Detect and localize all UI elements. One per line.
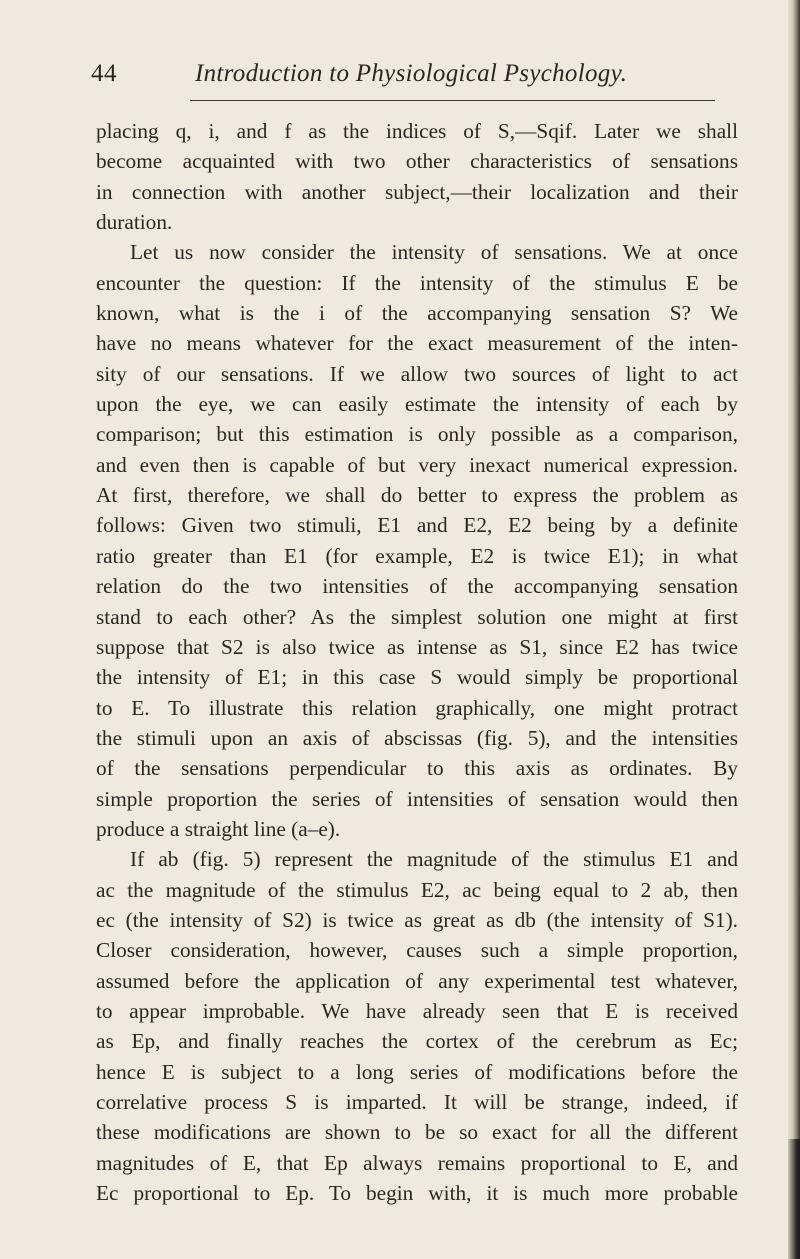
text-line: upon the eye, we can easily estimate the intensity of each by bbox=[96, 392, 738, 417]
text-line: produce a straight line (a–e). bbox=[96, 816, 341, 841]
text-line: become acquainted with two other characteristics of sensations bbox=[96, 149, 738, 174]
text-line: duration. bbox=[96, 210, 173, 235]
text-line: these modifications are shown to be so exact for all the different bbox=[96, 1120, 738, 1145]
text-line: ec (the intensity of S2) is twice as great as db (the intensity of S1). bbox=[96, 907, 738, 932]
text-line: At first, therefore, we shall do better to express the problem as bbox=[96, 483, 738, 508]
text-line: suppose that S2 is also twice as intense as S1, since E2 has twice bbox=[96, 634, 738, 659]
text-line: sity of our sensations. If we allow two sources of light to act bbox=[96, 361, 738, 386]
text-line: known, what is the i of the accompanying sensation S? We bbox=[96, 301, 738, 326]
page-number: 44 bbox=[91, 60, 117, 87]
text-line: of the sensations perpendicular to this axis as ordinates. By bbox=[96, 756, 738, 781]
text-line: follows: Given two stimuli, E1 and E2, E2 being by a definite bbox=[96, 513, 738, 538]
page-edge-shadow-bottom bbox=[788, 1139, 800, 1259]
text-line: to E. To illustrate this relation graphically, one might protract bbox=[96, 695, 738, 720]
text-line: Let us now consider the intensity of sensations. We at once bbox=[130, 240, 738, 265]
text-line: the stimuli upon an axis of abscissas (fig. 5), and the intensities bbox=[96, 725, 738, 750]
body-text bbox=[96, 116, 738, 1208]
text-line: to appear improbable. We have already seen that E is received bbox=[96, 998, 738, 1023]
text-line: in connection with another subject,—their localization and their bbox=[96, 179, 738, 204]
text-line: stand to each other? As the simplest solution one might at first bbox=[96, 604, 738, 629]
running-title: Introduction to Physiological Psychology. bbox=[195, 60, 628, 87]
page-header bbox=[0, 60, 800, 100]
text-line: encounter the question: If the intensity of the stimulus E be bbox=[96, 270, 738, 295]
text-line: the intensity of E1; in this case S would simply be proportional bbox=[96, 665, 738, 690]
text-line: magnitudes of E, that Ep always remains proportional to E, and bbox=[96, 1150, 738, 1175]
text-line: Closer consideration, however, causes such a simple proportion, bbox=[96, 938, 738, 963]
text-line: hence E is subject to a long series of modifications before the bbox=[96, 1059, 738, 1084]
text-line: relation do the two intensities of the accompanying sensation bbox=[96, 574, 738, 599]
text-line: simple proportion the series of intensities of sensation would then bbox=[96, 786, 738, 811]
text-line: placing q, i, and f as the indices of S,—Sqif. Later we shall bbox=[96, 119, 738, 143]
text-line: ac the magnitude of the stimulus E2, ac being equal to 2 ab, then bbox=[96, 877, 738, 902]
text-line: assumed before the application of any experimental test whatever, bbox=[96, 968, 738, 993]
text-line: and even then is capable of but very inexact numerical expression. bbox=[96, 452, 738, 477]
text-line: Ec proportional to Ep. To begin with, it is much more probable bbox=[96, 1181, 738, 1206]
text-line: have no means whatever for the exact measurement of the inten- bbox=[96, 331, 738, 356]
text-line: comparison; but this estimation is only possible as a comparison, bbox=[96, 422, 738, 447]
text-line: If ab (fig. 5) represent the magnitude of the stimulus E1 and bbox=[130, 847, 738, 872]
text-line: ratio greater than E1 (for example, E2 is twice E1); in what bbox=[96, 543, 738, 568]
text-line: as Ep, and finally reaches the cortex of the cerebrum as Ec; bbox=[96, 1029, 738, 1054]
page-edge-shadow bbox=[788, 0, 800, 1259]
header-rule bbox=[190, 100, 715, 101]
text-line: correlative process S is imparted. It will be strange, indeed, if bbox=[96, 1090, 738, 1114]
